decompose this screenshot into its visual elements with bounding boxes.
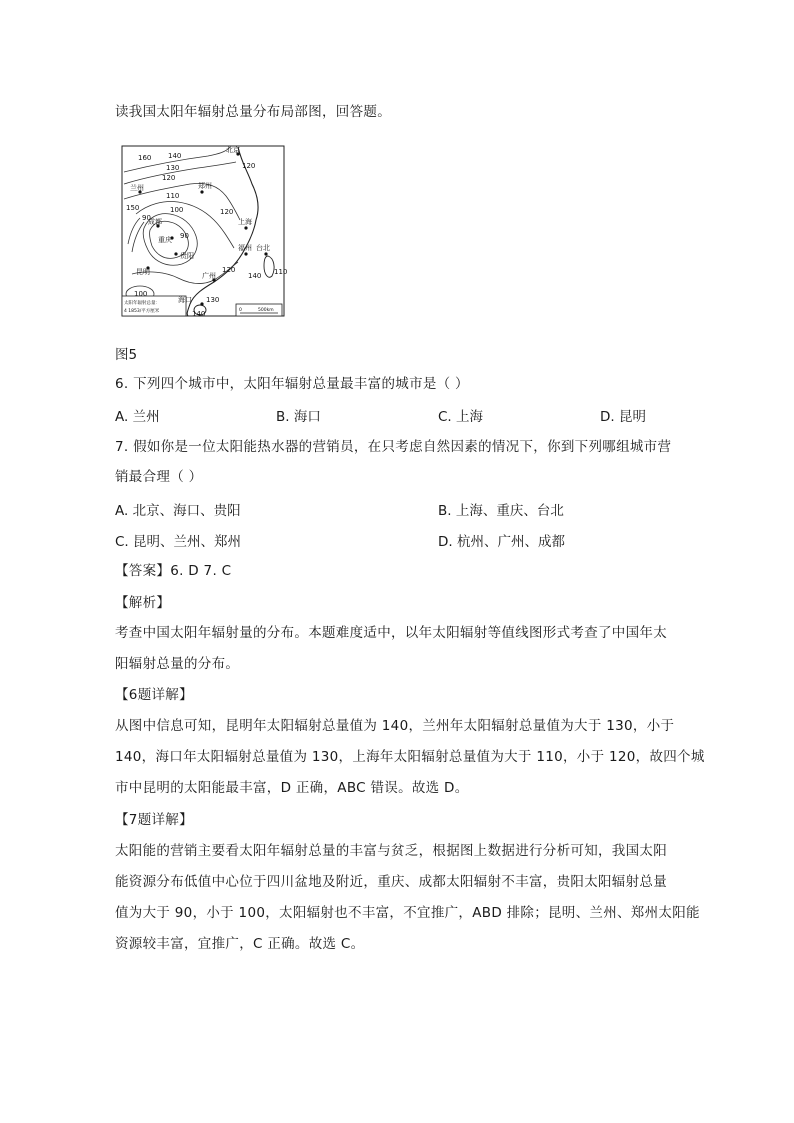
city-label: 贵阳 bbox=[180, 252, 194, 260]
contour-label: 130 bbox=[206, 296, 220, 304]
city-label: 上海 bbox=[238, 218, 252, 226]
analysis-title: 【解析】 bbox=[115, 595, 171, 611]
q7-detail-line-3: 值为大于 90，小于 100，太阳辐射也不丰富，不宜推广，ABD 排除；昆明、兰州、郑州太阳能 bbox=[115, 905, 700, 921]
q6-stem: 6. 下列四个城市中，太阳年辐射总量最丰富的城市是（ ） bbox=[115, 376, 469, 392]
city-label: 兰州 bbox=[130, 184, 144, 192]
contour-label: 120 bbox=[220, 208, 234, 216]
contour-label: 110 bbox=[274, 268, 288, 276]
solar-radiation-map bbox=[118, 144, 286, 320]
analysis-line-2: 阳辐射总量的分布。 bbox=[115, 656, 240, 672]
legend-unit: 4 1853/平方厘米 bbox=[124, 309, 160, 314]
q6-option-a: A. 兰州 bbox=[115, 409, 160, 425]
city-label: 广州 bbox=[202, 272, 216, 280]
contour-label: 120 bbox=[242, 162, 256, 170]
analysis-line-1: 考查中国太阳年辐射量的分布。本题难度适中，以年太阳辐射等值线图形式考查了中国年太 bbox=[115, 625, 667, 641]
scale-zero: 0 bbox=[239, 308, 242, 313]
q7-option-c: C. 昆明、兰州、郑州 bbox=[115, 534, 242, 550]
q6-detail-line-2: 140，海口年太阳辐射总量值为 130，上海年太阳辐射总量值为大于 110，小于 120，故四个城 bbox=[115, 749, 705, 765]
contour-label: 160 bbox=[138, 154, 152, 162]
q6-option-c: C. 上海 bbox=[438, 409, 484, 425]
city-label: 郑州 bbox=[198, 182, 212, 190]
contour-label: 100 bbox=[170, 206, 184, 214]
map-svg bbox=[118, 144, 286, 320]
q7-option-b: B. 上海、重庆、台北 bbox=[438, 503, 564, 519]
contour-label: 130 bbox=[166, 164, 180, 172]
q6-detail-line-3: 市中昆明的太阳能最丰富，D 正确，ABC 错误。故选 D。 bbox=[115, 780, 469, 796]
city-label: 北京 bbox=[226, 146, 240, 154]
answer-line: 【答案】6. D 7. C bbox=[115, 563, 232, 579]
q7-detail-line-1: 太阳能的营销主要看太阳年辐射总量的丰富与贫乏，根据图上数据进行分析可知，我国太阳 bbox=[115, 843, 667, 859]
city-label: 福州 bbox=[238, 244, 252, 252]
q7-option-d: D. 杭州、广州、成都 bbox=[438, 534, 565, 550]
q7-stem-line2: 销最合理（ ） bbox=[115, 469, 203, 485]
contour-label: 150 bbox=[126, 204, 140, 212]
contour-label: 90 bbox=[180, 232, 189, 240]
q6-option-b: B. 海口 bbox=[276, 409, 321, 425]
q7-detail-title: 【7题详解】 bbox=[115, 812, 193, 828]
city-label: 重庆 bbox=[158, 236, 172, 244]
city-label: 海口 bbox=[178, 296, 192, 304]
q6-detail-title: 【6题详解】 bbox=[115, 687, 193, 703]
scale-text: 500km bbox=[258, 308, 274, 313]
contour-label: 140 bbox=[168, 152, 182, 160]
q7-stem-line1: 7. 假如你是一位太阳能热水器的营销员，在只考虑自然因素的情况下，你到下列哪组城市营 bbox=[115, 439, 672, 455]
q7-option-a: A. 北京、海口、贵阳 bbox=[115, 503, 241, 519]
legend-title: 太阳年辐射总量： bbox=[124, 301, 160, 306]
contour-label: 140 bbox=[248, 272, 262, 280]
contour-label: 120 bbox=[162, 174, 176, 182]
contour-label: 110 bbox=[166, 192, 180, 200]
q6-detail-line-1: 从图中信息可知，昆明年太阳辐射总量值为 140，兰州年太阳辐射总量值为大于 130，小于 bbox=[115, 718, 675, 734]
contour-label: 140 bbox=[192, 310, 206, 318]
city-label: 昆明 bbox=[136, 268, 150, 276]
q7-detail-line-2: 能资源分布低值中心位于四川盆地及附近，重庆、成都太阳辐射不丰富，贵阳太阳辐射总量 bbox=[115, 874, 667, 890]
intro-text: 读我国太阳年辐射总量分布局部图，回答题。 bbox=[115, 104, 391, 120]
contour-label: 90 bbox=[142, 214, 151, 222]
q6-option-d: D. 昆明 bbox=[600, 409, 646, 425]
contour-label: 100 bbox=[134, 290, 148, 298]
figure-label: 图5 bbox=[115, 347, 138, 363]
city-label: 台北 bbox=[256, 244, 270, 252]
contour-label: 120 bbox=[222, 266, 236, 274]
city-label: 成都 bbox=[148, 218, 162, 226]
q7-detail-line-4: 资源较丰富，宜推广，C 正确。故选 C。 bbox=[115, 936, 365, 952]
